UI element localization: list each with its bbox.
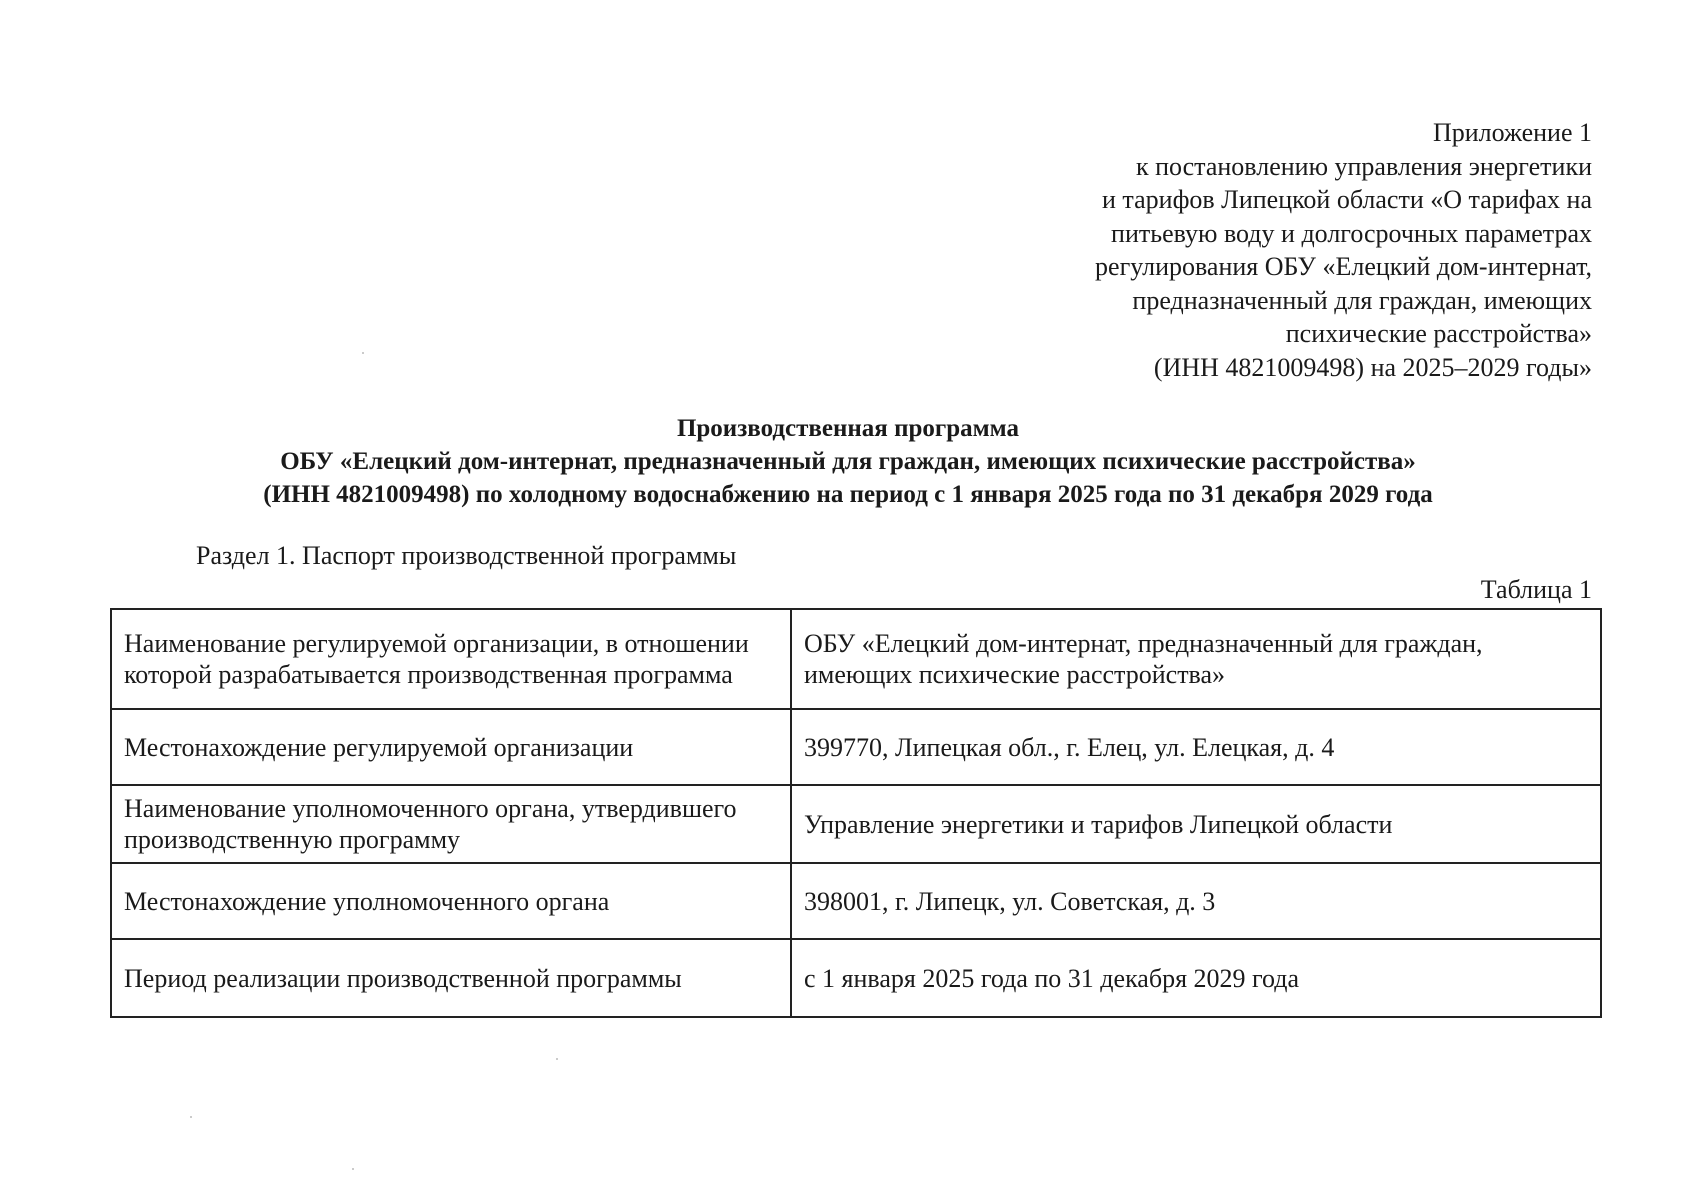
row-value-cell: Управление энергетики и тарифов Липецкой области	[791, 785, 1601, 863]
document-title	[100, 412, 1596, 511]
scan-speck	[190, 1116, 192, 1118]
scan-speck	[556, 1058, 558, 1060]
table-row	[111, 939, 1601, 1017]
appendix-line: предназначенный для граждан, имеющих	[1132, 285, 1592, 315]
passport-table	[110, 608, 1602, 1018]
row-label-cell: Наименование уполномоченного органа, утвердившего производственную программу	[111, 785, 791, 863]
appendix-line: к постановлению управления энергетики	[1135, 151, 1592, 181]
title-line: Производственная программа	[676, 415, 1020, 442]
scan-speck	[352, 1168, 354, 1170]
row-value-cell: 398001, г. Липецк, ул. Советская, д. 3	[791, 863, 1601, 939]
row-value-cell: ОБУ «Елецкий дом-интернат, предназначенный для граждан, имеющих психические расстройства»	[791, 609, 1601, 709]
title-line: ОБУ «Елецкий дом-интернат, предназначенный для граждан, имеющих психические расстройства»	[280, 448, 1416, 475]
table-row	[111, 863, 1601, 939]
table-label: Таблица 1	[1480, 575, 1592, 604]
appendix-line: и тарифов Липецкой области «О тарифах на	[1102, 185, 1592, 214]
appendix-line: питьевую воду и долгосрочных параметрах	[1111, 218, 1592, 248]
table-row	[111, 709, 1601, 785]
appendix-line: Приложение 1	[1432, 118, 1592, 147]
appendix-line: (ИНН 4821009498) на 2025–2029 годы»	[1153, 352, 1592, 382]
appendix-line: психические расстройства»	[1285, 319, 1592, 348]
row-value-cell: 399770, Липецкая обл., г. Елец, ул. Елецкая, д. 4	[791, 709, 1601, 785]
appendix-header	[952, 116, 1592, 384]
row-label-cell: Местонахождение уполномоченного органа	[111, 863, 791, 939]
row-value-cell: с 1 января 2025 года по 31 декабря 2029 года	[791, 939, 1601, 1017]
scan-speck	[362, 352, 364, 354]
table-row	[111, 609, 1601, 709]
row-label-cell: Период реализации производственной программы	[111, 939, 791, 1017]
row-label-cell: Местонахождение регулируемой организации	[111, 709, 791, 785]
title-line: (ИНН 4821009498) по холодному водоснабжению на период с 1 января 2025 года по 31 декабря 2029 года	[263, 481, 1433, 508]
appendix-line: регулирования ОБУ «Елецкий дом-интернат,	[1095, 252, 1592, 281]
section-heading: Раздел 1. Паспорт производственной программы	[196, 541, 737, 570]
table-row	[111, 785, 1601, 863]
row-label-cell: Наименование регулируемой организации, в отношении которой разрабатывается производственная программа	[111, 609, 791, 709]
